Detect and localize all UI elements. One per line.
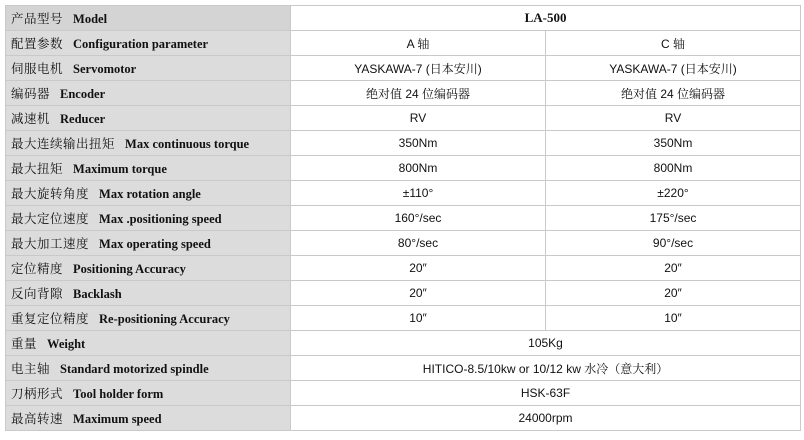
a-axis-value: 350Nm	[291, 131, 546, 156]
row-label-en: Maximum speed	[73, 412, 162, 426]
row-label	[6, 256, 291, 281]
table-row	[6, 281, 801, 306]
row-label-en: Re-positioning Accuracy	[99, 312, 230, 326]
table-row	[6, 206, 801, 231]
c-axis-value: 800Nm	[546, 156, 801, 181]
row-label	[6, 281, 291, 306]
shared-value: 105Kg	[291, 331, 801, 356]
spec-table-body	[6, 6, 801, 431]
row-label	[6, 6, 291, 31]
row-label-zh: 定位精度	[11, 262, 64, 276]
table-row	[6, 406, 801, 431]
c-axis-value: 175°/sec	[546, 206, 801, 231]
model-value: LA-500	[291, 6, 801, 31]
a-axis-value: 10″	[291, 306, 546, 331]
a-axis-value: YASKAWA-7 (日本安川)	[291, 56, 546, 81]
a-axis-value: 800Nm	[291, 156, 546, 181]
table-row	[6, 131, 801, 156]
table-row	[6, 331, 801, 356]
c-axis-value: ±220°	[546, 181, 801, 206]
row-label-zh: 刀柄形式	[11, 387, 64, 401]
row-label-en: Positioning Accuracy	[73, 262, 186, 276]
a-axis-value: 160°/sec	[291, 206, 546, 231]
a-axis-value: 80°/sec	[291, 231, 546, 256]
row-label-en: Max operating speed	[99, 237, 211, 251]
row-label-en: Tool holder form	[73, 387, 164, 401]
c-axis-value: 绝对值 24 位编码器	[546, 81, 801, 106]
row-label-zh: 编码器	[11, 87, 51, 101]
row-label-zh: 产品型号	[11, 12, 64, 26]
row-label-zh: 伺服电机	[11, 62, 64, 76]
table-row	[6, 306, 801, 331]
row-label-zh: 重量	[11, 337, 38, 351]
table-row	[6, 256, 801, 281]
table-row	[6, 356, 801, 381]
table-row	[6, 6, 801, 31]
row-label-en: Reducer	[60, 112, 106, 126]
a-axis-value: RV	[291, 106, 546, 131]
c-axis-value: 20″	[546, 281, 801, 306]
row-label-en: Standard motorized spindle	[60, 362, 209, 376]
row-label	[6, 356, 291, 381]
row-label	[6, 81, 291, 106]
row-label	[6, 231, 291, 256]
row-label-en: Max continuous torque	[125, 137, 250, 151]
row-label-en: Servomotor	[73, 62, 137, 76]
row-label-zh: 减速机	[11, 112, 51, 126]
table-row	[6, 31, 801, 56]
row-label-en: Backlash	[73, 287, 122, 301]
row-label	[6, 56, 291, 81]
shared-value: 24000rpm	[291, 406, 801, 431]
row-label-zh: 电主轴	[11, 362, 51, 376]
row-label-en: Max rotation angle	[99, 187, 201, 201]
c-axis-value: 10″	[546, 306, 801, 331]
c-axis-value: 90°/sec	[546, 231, 801, 256]
row-label-en: Weight	[47, 337, 86, 351]
c-axis-value: C 轴	[546, 31, 801, 56]
table-row	[6, 81, 801, 106]
row-label-zh: 重复定位精度	[11, 312, 90, 326]
a-axis-value: 绝对值 24 位编码器	[291, 81, 546, 106]
table-row	[6, 381, 801, 406]
row-label-en: Max .positioning speed	[99, 212, 222, 226]
row-label-zh: 最大旋转角度	[11, 187, 90, 201]
row-label	[6, 381, 291, 406]
table-row	[6, 181, 801, 206]
table-row	[6, 106, 801, 131]
row-label-zh: 最大连续输出扭矩	[11, 137, 116, 151]
row-label-en: Encoder	[60, 87, 106, 101]
table-row	[6, 156, 801, 181]
c-axis-value: YASKAWA-7 (日本安川)	[546, 56, 801, 81]
row-label	[6, 406, 291, 431]
row-label	[6, 156, 291, 181]
spec-sheet	[5, 5, 800, 431]
shared-value: HSK-63F	[291, 381, 801, 406]
a-axis-value: 20″	[291, 256, 546, 281]
row-label	[6, 306, 291, 331]
row-label	[6, 106, 291, 131]
shared-value: HITICO-8.5/10kw or 10/12 kw 水冷（意大利）	[291, 356, 801, 381]
a-axis-value: ±110°	[291, 181, 546, 206]
table-row	[6, 56, 801, 81]
row-label-en: Maximum torque	[73, 162, 167, 176]
row-label-en: Model	[73, 12, 108, 26]
row-label	[6, 331, 291, 356]
row-label-zh: 最高转速	[11, 412, 64, 426]
table-row	[6, 231, 801, 256]
spec-table	[5, 5, 801, 431]
row-label-zh: 配置参数	[11, 37, 64, 51]
row-label-en: Configuration parameter	[73, 37, 209, 51]
row-label-zh: 最大扭矩	[11, 162, 64, 176]
c-axis-value: 20″	[546, 256, 801, 281]
a-axis-value: 20″	[291, 281, 546, 306]
c-axis-value: 350Nm	[546, 131, 801, 156]
row-label	[6, 31, 291, 56]
row-label	[6, 181, 291, 206]
row-label	[6, 131, 291, 156]
row-label-zh: 反向背隙	[11, 287, 64, 301]
c-axis-value: RV	[546, 106, 801, 131]
row-label	[6, 206, 291, 231]
row-label-zh: 最大定位速度	[11, 212, 90, 226]
row-label-zh: 最大加工速度	[11, 237, 90, 251]
a-axis-value: A 轴	[291, 31, 546, 56]
